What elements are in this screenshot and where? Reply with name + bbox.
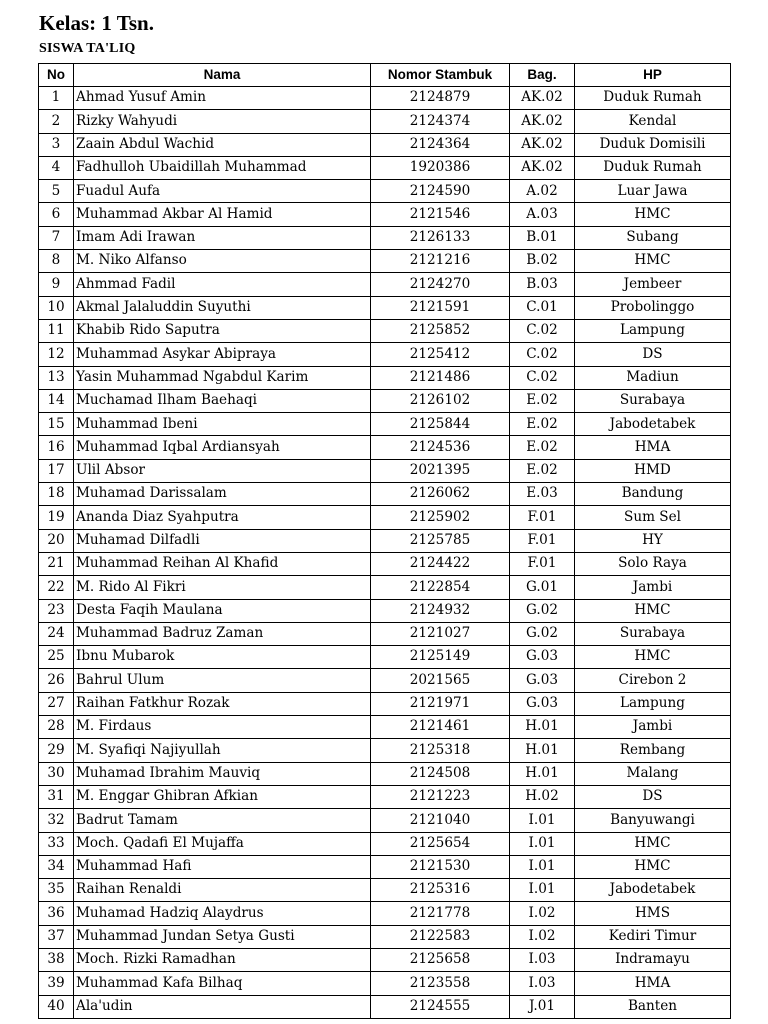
table-row	[39, 809, 731, 832]
table-row	[39, 576, 731, 599]
cell-hp: Banyuwangi	[575, 809, 731, 832]
cell-nama: Moch. Qadafi El Mujaffa	[74, 832, 371, 855]
cell-nama: Yasin Muhammad Ngabdul Karim	[74, 366, 371, 389]
cell-hp: Kediri Timur	[575, 925, 731, 948]
cell-nama: Desta Faqih Maulana	[74, 599, 371, 622]
cell-bag: AK.02	[510, 110, 575, 133]
cell-hp: Luar Jawa	[575, 180, 731, 203]
cell-hp: HMC	[575, 250, 731, 273]
cell-hp: HMC	[575, 203, 731, 226]
table-row	[39, 669, 731, 692]
cell-bag: E.03	[510, 483, 575, 506]
cell-bag: F.01	[510, 506, 575, 529]
cell-stambuk: 2124555	[371, 995, 510, 1018]
cell-nama: Badrut Tamam	[74, 809, 371, 832]
table-row	[39, 389, 731, 412]
cell-stambuk: 2125316	[371, 879, 510, 902]
table-row	[39, 133, 731, 156]
cell-bag: B.01	[510, 226, 575, 249]
cell-no: 33	[39, 832, 74, 855]
cell-bag: E.02	[510, 413, 575, 436]
table-row	[39, 995, 731, 1018]
cell-bag: E.02	[510, 459, 575, 482]
cell-hp: Lampung	[575, 692, 731, 715]
cell-nama: Ulil Absor	[74, 459, 371, 482]
cell-hp: Probolinggo	[575, 296, 731, 319]
cell-bag: G.01	[510, 576, 575, 599]
cell-bag: E.02	[510, 389, 575, 412]
table-row	[39, 762, 731, 785]
cell-stambuk: 2126062	[371, 483, 510, 506]
cell-stambuk: 2125412	[371, 343, 510, 366]
cell-no: 15	[39, 413, 74, 436]
cell-no: 28	[39, 716, 74, 739]
table-row	[39, 296, 731, 319]
table-row	[39, 250, 731, 273]
cell-nama: Muhamad Ibrahim Mauviq	[74, 762, 371, 785]
cell-no: 22	[39, 576, 74, 599]
cell-bag: G.03	[510, 646, 575, 669]
cell-stambuk: 2125852	[371, 319, 510, 342]
cell-nama: M. Rido Al Fikri	[74, 576, 371, 599]
cell-hp: Jambi	[575, 716, 731, 739]
cell-stambuk: 2121040	[371, 809, 510, 832]
header-stambuk: Nomor Stambuk	[371, 64, 510, 87]
cell-hp: HMC	[575, 832, 731, 855]
table-row	[39, 506, 731, 529]
cell-stambuk: 2124270	[371, 273, 510, 296]
cell-nama: Muhammad Badruz Zaman	[74, 622, 371, 645]
cell-stambuk: 2124932	[371, 599, 510, 622]
cell-no: 34	[39, 855, 74, 878]
cell-no: 10	[39, 296, 74, 319]
page-title: Kelas: 1 Tsn.	[39, 11, 154, 35]
header-no: No	[39, 64, 74, 87]
cell-hp: Banten	[575, 995, 731, 1018]
cell-bag: C.02	[510, 366, 575, 389]
cell-stambuk: 2121546	[371, 203, 510, 226]
table-row	[39, 646, 731, 669]
header-hp: HP	[575, 64, 731, 87]
cell-bag: E.02	[510, 436, 575, 459]
table-body	[39, 87, 731, 1019]
cell-nama: Moch. Rizki Ramadhan	[74, 948, 371, 971]
document-page	[38, 10, 730, 1019]
cell-hp: Indramayu	[575, 948, 731, 971]
cell-no: 16	[39, 436, 74, 459]
table-row	[39, 739, 731, 762]
table-row	[39, 343, 731, 366]
table-row	[39, 180, 731, 203]
cell-stambuk: 2121223	[371, 785, 510, 808]
table-row	[39, 273, 731, 296]
table-row	[39, 226, 731, 249]
cell-nama: Zaain Abdul Wachid	[74, 133, 371, 156]
cell-stambuk: 2125844	[371, 413, 510, 436]
cell-bag: I.01	[510, 832, 575, 855]
cell-hp: Subang	[575, 226, 731, 249]
cell-nama: Muhammad Kafa Bilhaq	[74, 972, 371, 995]
table-row	[39, 156, 731, 179]
table-header	[39, 64, 731, 87]
cell-bag: A.02	[510, 180, 575, 203]
cell-nama: Imam Adi Irawan	[74, 226, 371, 249]
table-row	[39, 319, 731, 342]
cell-no: 12	[39, 343, 74, 366]
cell-hp: Jabodetabek	[575, 879, 731, 902]
table-row	[39, 413, 731, 436]
cell-nama: Fadhulloh Ubaidillah Muhammad	[74, 156, 371, 179]
cell-stambuk: 2121778	[371, 902, 510, 925]
student-table	[38, 63, 731, 1019]
cell-bag: AK.02	[510, 156, 575, 179]
cell-stambuk: 2125785	[371, 529, 510, 552]
cell-hp: DS	[575, 785, 731, 808]
cell-nama: Rizky Wahyudi	[74, 110, 371, 133]
cell-nama: Ananda Diaz Syahputra	[74, 506, 371, 529]
cell-stambuk: 2121591	[371, 296, 510, 319]
cell-hp: Lampung	[575, 319, 731, 342]
cell-bag: I.01	[510, 879, 575, 902]
cell-nama: Muhammad Akbar Al Hamid	[74, 203, 371, 226]
cell-bag: G.03	[510, 669, 575, 692]
cell-nama: Raihan Renaldi	[74, 879, 371, 902]
cell-bag: I.03	[510, 948, 575, 971]
section-subtitle: SISWA TA'LIQ	[39, 41, 136, 56]
cell-stambuk: 2125149	[371, 646, 510, 669]
table-row	[39, 436, 731, 459]
cell-hp: Malang	[575, 762, 731, 785]
cell-nama: Fuadul Aufa	[74, 180, 371, 203]
cell-stambuk: 2121461	[371, 716, 510, 739]
cell-nama: Muhammad Asykar Abipraya	[74, 343, 371, 366]
header-bag: Bag.	[510, 64, 575, 87]
cell-no: 7	[39, 226, 74, 249]
cell-no: 21	[39, 552, 74, 575]
cell-nama: M. Syafiqi Najiyullah	[74, 739, 371, 762]
cell-bag: H.01	[510, 739, 575, 762]
cell-no: 19	[39, 506, 74, 529]
cell-bag: B.03	[510, 273, 575, 296]
cell-nama: M. Enggar Ghibran Afkian	[74, 785, 371, 808]
cell-no: 17	[39, 459, 74, 482]
cell-hp: Sum Sel	[575, 506, 731, 529]
cell-no: 38	[39, 948, 74, 971]
cell-nama: Ahmad Yusuf Amin	[74, 87, 371, 110]
cell-bag: G.03	[510, 692, 575, 715]
cell-no: 20	[39, 529, 74, 552]
cell-bag: B.02	[510, 250, 575, 273]
cell-stambuk: 2124364	[371, 133, 510, 156]
cell-bag: F.01	[510, 552, 575, 575]
cell-nama: Akmal Jalaluddin Suyuthi	[74, 296, 371, 319]
cell-no: 4	[39, 156, 74, 179]
cell-stambuk: 2021565	[371, 669, 510, 692]
cell-stambuk: 2126102	[371, 389, 510, 412]
cell-stambuk: 1920386	[371, 156, 510, 179]
cell-stambuk: 2125658	[371, 948, 510, 971]
cell-stambuk: 2124422	[371, 552, 510, 575]
cell-nama: Raihan Fatkhur Rozak	[74, 692, 371, 715]
cell-nama: Ala'udin	[74, 995, 371, 1018]
table-row	[39, 879, 731, 902]
table-row	[39, 203, 731, 226]
cell-no: 26	[39, 669, 74, 692]
cell-hp: HMC	[575, 855, 731, 878]
table-row	[39, 902, 731, 925]
cell-hp: Jambi	[575, 576, 731, 599]
cell-stambuk: 2124536	[371, 436, 510, 459]
table-row	[39, 459, 731, 482]
cell-no: 31	[39, 785, 74, 808]
table-row	[39, 529, 731, 552]
cell-no: 3	[39, 133, 74, 156]
cell-no: 13	[39, 366, 74, 389]
cell-bag: I.02	[510, 925, 575, 948]
cell-nama: M. Niko Alfanso	[74, 250, 371, 273]
table-row	[39, 366, 731, 389]
cell-nama: Bahrul Ulum	[74, 669, 371, 692]
table-row	[39, 599, 731, 622]
cell-nama: Muhamad Darissalam	[74, 483, 371, 506]
cell-stambuk: 2121027	[371, 622, 510, 645]
cell-bag: AK.02	[510, 133, 575, 156]
cell-stambuk: 2121530	[371, 855, 510, 878]
cell-no: 18	[39, 483, 74, 506]
cell-bag: C.01	[510, 296, 575, 319]
table-row	[39, 692, 731, 715]
cell-bag: I.01	[510, 855, 575, 878]
cell-stambuk: 2122583	[371, 925, 510, 948]
cell-no: 37	[39, 925, 74, 948]
cell-nama: Muhamad Hadziq Alaydrus	[74, 902, 371, 925]
cell-bag: C.02	[510, 319, 575, 342]
cell-hp: DS	[575, 343, 731, 366]
cell-hp: HMS	[575, 902, 731, 925]
cell-hp: Bandung	[575, 483, 731, 506]
cell-stambuk: 2021395	[371, 459, 510, 482]
cell-hp: Duduk Rumah	[575, 87, 731, 110]
cell-hp: Surabaya	[575, 622, 731, 645]
cell-stambuk: 2125318	[371, 739, 510, 762]
cell-hp: Cirebon 2	[575, 669, 731, 692]
cell-hp: Kendal	[575, 110, 731, 133]
cell-no: 9	[39, 273, 74, 296]
cell-nama: Muhammad Hafi	[74, 855, 371, 878]
cell-no: 39	[39, 972, 74, 995]
table-row	[39, 483, 731, 506]
header-row	[39, 64, 731, 87]
cell-hp: Surabaya	[575, 389, 731, 412]
cell-no: 14	[39, 389, 74, 412]
cell-hp: HMA	[575, 972, 731, 995]
cell-hp: HMA	[575, 436, 731, 459]
cell-no: 6	[39, 203, 74, 226]
cell-hp: HMD	[575, 459, 731, 482]
table-row	[39, 622, 731, 645]
cell-no: 30	[39, 762, 74, 785]
cell-no: 27	[39, 692, 74, 715]
header-nama: Nama	[74, 64, 371, 87]
cell-hp: HMC	[575, 646, 731, 669]
cell-hp: Rembang	[575, 739, 731, 762]
cell-hp: Jabodetabek	[575, 413, 731, 436]
cell-bag: F.01	[510, 529, 575, 552]
cell-no: 5	[39, 180, 74, 203]
cell-stambuk: 2124590	[371, 180, 510, 203]
cell-bag: I.02	[510, 902, 575, 925]
cell-no: 25	[39, 646, 74, 669]
cell-bag: H.02	[510, 785, 575, 808]
cell-nama: Muhammad Iqbal Ardiansyah	[74, 436, 371, 459]
cell-no: 1	[39, 87, 74, 110]
table-row	[39, 972, 731, 995]
cell-no: 11	[39, 319, 74, 342]
cell-stambuk: 2124879	[371, 87, 510, 110]
cell-nama: Khabib Rido Saputra	[74, 319, 371, 342]
cell-stambuk: 2124508	[371, 762, 510, 785]
cell-bag: J.01	[510, 995, 575, 1018]
table-row	[39, 855, 731, 878]
cell-nama: Muchamad Ilham Baehaqi	[74, 389, 371, 412]
cell-hp: Jembeer	[575, 273, 731, 296]
table-row	[39, 948, 731, 971]
cell-stambuk: 2121216	[371, 250, 510, 273]
table-row	[39, 716, 731, 739]
cell-no: 23	[39, 599, 74, 622]
cell-nama: Muhammad Jundan Setya Gusti	[74, 925, 371, 948]
cell-stambuk: 2126133	[371, 226, 510, 249]
cell-nama: M. Firdaus	[74, 716, 371, 739]
cell-no: 35	[39, 879, 74, 902]
cell-stambuk: 2121486	[371, 366, 510, 389]
cell-bag: G.02	[510, 599, 575, 622]
cell-stambuk: 2125654	[371, 832, 510, 855]
cell-no: 32	[39, 809, 74, 832]
cell-no: 40	[39, 995, 74, 1018]
table-row	[39, 87, 731, 110]
cell-bag: H.01	[510, 716, 575, 739]
table-row	[39, 552, 731, 575]
cell-nama: Ibnu Mubarok	[74, 646, 371, 669]
cell-bag: I.01	[510, 809, 575, 832]
cell-bag: I.03	[510, 972, 575, 995]
cell-no: 29	[39, 739, 74, 762]
cell-hp: Duduk Domisili	[575, 133, 731, 156]
cell-stambuk: 2124374	[371, 110, 510, 133]
cell-bag: A.03	[510, 203, 575, 226]
cell-stambuk: 2122854	[371, 576, 510, 599]
table-row	[39, 785, 731, 808]
cell-hp: HY	[575, 529, 731, 552]
cell-no: 24	[39, 622, 74, 645]
cell-no: 8	[39, 250, 74, 273]
cell-no: 2	[39, 110, 74, 133]
cell-bag: H.01	[510, 762, 575, 785]
cell-nama: Ahmmad Fadil	[74, 273, 371, 296]
cell-bag: C.02	[510, 343, 575, 366]
cell-nama: Muhammad Ibeni	[74, 413, 371, 436]
cell-hp: Duduk Rumah	[575, 156, 731, 179]
table-row	[39, 925, 731, 948]
table-row	[39, 832, 731, 855]
cell-no: 36	[39, 902, 74, 925]
cell-bag: G.02	[510, 622, 575, 645]
table-row	[39, 110, 731, 133]
cell-hp: HMC	[575, 599, 731, 622]
cell-stambuk: 2121971	[371, 692, 510, 715]
cell-stambuk: 2123558	[371, 972, 510, 995]
cell-hp: Madiun	[575, 366, 731, 389]
cell-hp: Solo Raya	[575, 552, 731, 575]
cell-nama: Muhammad Reihan Al Khafid	[74, 552, 371, 575]
cell-stambuk: 2125902	[371, 506, 510, 529]
cell-bag: AK.02	[510, 87, 575, 110]
cell-nama: Muhamad Dilfadli	[74, 529, 371, 552]
